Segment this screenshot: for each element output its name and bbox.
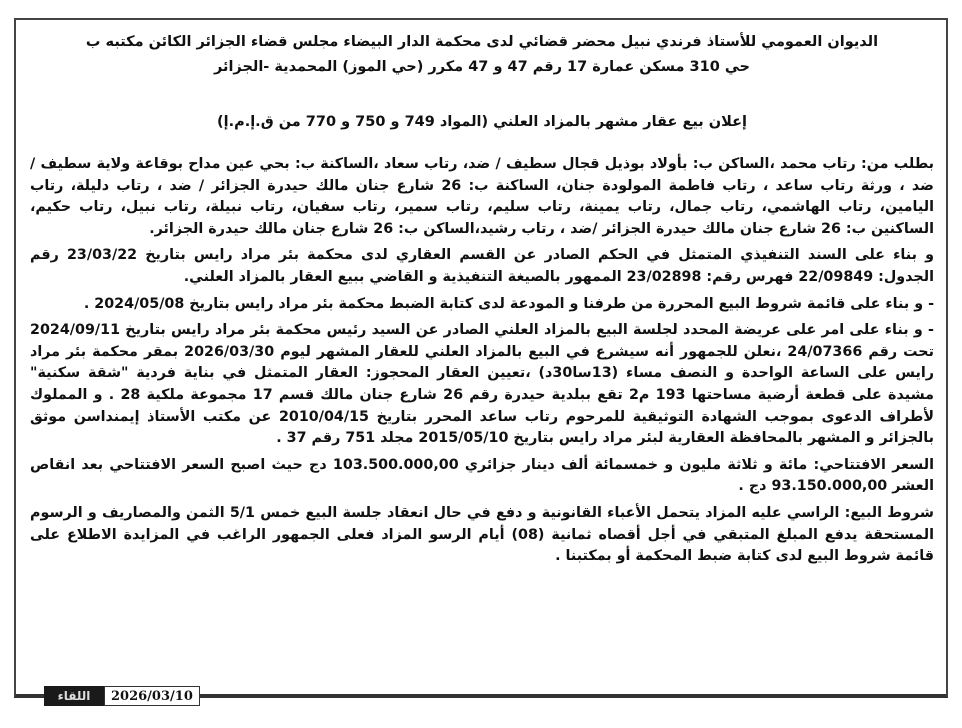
- notice-content: [30, 30, 934, 573]
- newspaper-name: اللقاء: [44, 686, 104, 706]
- paragraph-parties: بطلب من: رتاب محمد ،الساكن ب: بأولاد بوذيل قجال سطيف / ضد، رتاب سعاد ،الساكنة ب: بحي عين مداح بوقاعة ولاية سطيف / ضد ، ورثة رتاب ساعد ، رتاب فاطمة المولودة جنان، الساكنة ب: 26 شارع جنان مالك حيدرة الجزائر / ضد ، رتاب دليلة، رتاب اليامين، رتاب الهاشمي، رتاب جمال، رتاب يمينة، رتاب سليم، رتاب سمير، رتاب سفيان، رتاب نبيلة، رتاب نبيل، رتاب حكيم، الساكنين ب: 26 شارع جنان مالك حيدرة الجزائر /ضد ، رتاب رشيد،الساكن ب: 26 شارع جنان مالك حيدرة الجزائر.: [30, 156, 934, 237]
- publication-date: 2026/03/10: [104, 686, 200, 706]
- bailiff-office-line-1: الديوان العمومي للأستاذ فرندي نبيل محضر قضائي لدى محكمة الدار البيضاء مجلس قضاء الجزائر الكائن مكتبه ب: [85, 34, 879, 50]
- paragraph-sale-terms: شروط البيع: الراسي عليه المزاد يتحمل الأعباء القانونية و دفع في حال انعقاد جلسة البيع خمس 5/1 الثمن والمصاريف و الرسوم المستحقة يدفع المبلغ المتبقي في أجل أقصاه ثمانية (08) أيام الرسو المزاد فعلى الجمهور الراغب في المزايدة الاطلاع على قائمة شروط البيع لدى كتابة ضبط المحكمة أو بمكتبنا .: [30, 504, 934, 565]
- paragraph-enforcement-title: و بناء على السند التنفيذي المتمثل في الحكم الصادر عن القسم العقاري لدى محكمة بئر مراد رايس بتاريخ 23/03/22 رقم الجدول: 22/09849 فهرس رقم: 23/02898 الممهور بالصيغة التنفيذية و القاضي ببيع العقار بالمزاد العلني.: [30, 247, 934, 285]
- paragraph-auction-order: - و بناء على امر على عريضة المحدد لجلسة البيع بالمزاد العلني الصادر عن السيد رئيس محكمة بئر مراد رايس بتاريخ 2024/09/11 تحت رقم 24/07366 ،نعلن للجمهور أنه سيشرع في البيع بالمزاد العلني للعقار المشهر ليوم 2026/03/30 بمقر محكمة بئر مراد رايس على الساعة الواحدة و النصف مساء (13سا30د) ،تعيين العقار المحجوز: العقار المتمثل في بناية فردية "شقة سكنية" مشيدة على قطعة أرضية مساحتها 193 م2 تقع ببلدية حيدرة رقم 26 شارع جنان مالك قسم 17 مجموعة ملكية 28 . و المملوك لأطراف الدعوى بموجب الشهادة التوثيقية للمرحوم رتاب ساعد المحرر بتاريخ 2010/04/15 عن مكتب الأستاذ إيمنداسن موثق بالجزائر و المشهر بالمحافظة العقارية لبئر مراد رايس بتاريخ 2015/05/10 مجلد 751 رقم 37 .: [30, 322, 935, 447]
- announcement-title: إعلان بيع عقار مشهر بالمزاد العلني (المواد 749 و 750 و 770 من ق.إ.م.إ): [216, 114, 748, 130]
- bailiff-office-line-2: حي 310 مسكن عمارة 17 رقم 47 و 47 مكرر (حي الموز) المحمدية -الجزائر: [213, 59, 750, 75]
- paragraph-opening-price: السعر الافتتاحي: مائة و ثلاثة مليون و خمسمائة ألف دينار جزائري 103.500.000,00 دج حيث اصبح السعر الافتتاحي بعد انقاص العشر 93.150.000,00 دج .: [30, 456, 934, 495]
- footer-bar: [44, 686, 200, 706]
- paragraph-sale-conditions-list: - و بناء على قائمة شروط البيع المحررة من طرفنا و المودعة لدى كتابة الضبط محكمة بئر مراد رايس بتاريخ 2024/05/08 .: [83, 295, 934, 312]
